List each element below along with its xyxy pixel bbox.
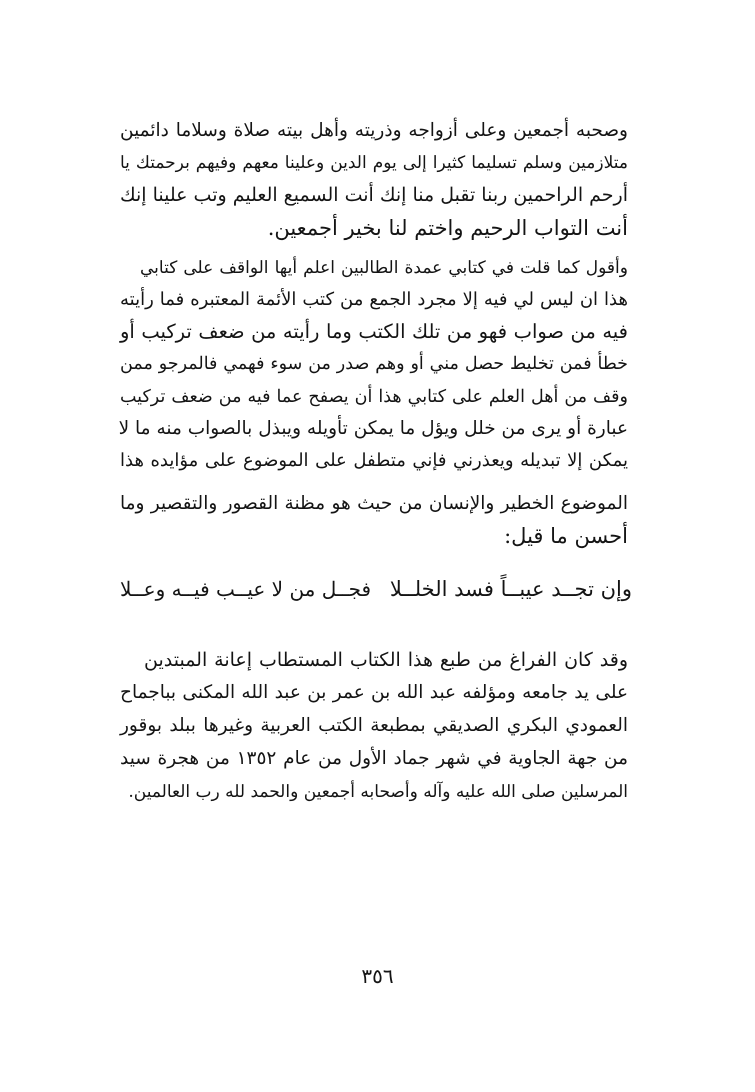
- text-line: من جهة الجاوية في شهر جماد الأول من عام ١٣٥٢ من هجرة سيد: [120, 748, 628, 769]
- text-line: وصحبه أجمعين وعلى أزواجه وذريته وأهل بيته صلاة وسلاما دائمين: [120, 120, 628, 141]
- text-line: العمودي البكري الصديقي بمطبعة الكتب العربية وغيرها ببلد بوقور: [120, 715, 628, 736]
- verse-first-hemistich: وإن تجــد عيبــاً فسد الخلــلا: [389, 577, 632, 601]
- text-line: وقد كان الفراغ من طبع هذا الكتاب المستطاب إعانة المبتدين: [144, 649, 628, 671]
- text-line: أرحم الراحمين ربنا تقبل منا إنك أنت السميع العليم وتب علينا إنك: [120, 184, 628, 206]
- text-line: على يد جامعه ومؤلفه عبد الله بن عمر بن عبد الله المكنى بباجماح: [120, 682, 628, 703]
- text-line: خطأ فمن تخليط حصل مني أو وهم صدر من سوء فهمي فالمرجو ممن: [120, 354, 628, 374]
- verse-second-hemistich: فجــل من لا عيــب فيــه وعــلا: [120, 577, 372, 601]
- text-line: أنت التواب الرحيم واختم لنا بخير أجمعين.: [267, 216, 628, 240]
- text-line: وقف من أهل العلم على كتابي هذا أن يصفح عما فيه من ضعف تركيب: [120, 387, 628, 407]
- text-line: يمكن إلا تبديله ويعذرني فإني متطفل على الموضوع على مؤايده هذا: [120, 450, 628, 471]
- text-line: عبارة أو يرى من خلل ويؤل ما يمكن تأويله ويبذل بالصواب منه ما لا: [118, 418, 628, 439]
- text-line: وأقول كما قلت في كتابي عمدة الطالبين اعلم أيها الواقف على كتابي: [140, 258, 628, 278]
- text-line: الموضوع الخطير والإنسان من حيث هو مظنة القصور والتقصير وما: [120, 493, 628, 514]
- text-line: هذا ان ليس لي فيه إلا مجرد الجمع من كتب الأئمة المعتبره فما رأيته: [120, 289, 628, 310]
- text-line: أحسن ما قيل:: [504, 524, 628, 548]
- poetry-verse: [120, 572, 632, 606]
- page-number: ٣٥٦: [361, 964, 394, 988]
- text-line: فيه من صواب فهو من تلك الكتب وما رأيته من ضعف تركيب أو: [120, 320, 628, 343]
- text-line: المرسلين صلى الله عليه وآله وأصحابه أجمعين والحمد لله رب العالمين.: [128, 782, 628, 802]
- text-line: متلازمين وسلم تسليما كثيرا إلى يوم الدين وعلينا معهم وفيهم برحمتك يا: [120, 153, 628, 173]
